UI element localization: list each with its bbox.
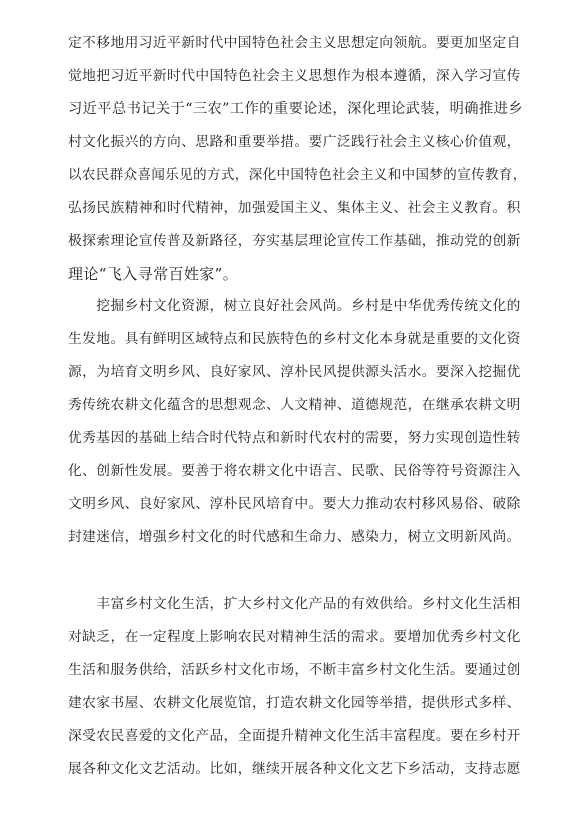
text-line: 习近平总书记关于“三农”工作的重要论述，深化理论武装，明确推进乡: [68, 101, 523, 117]
text-line: 理论“飞入寻常百姓家”。: [68, 265, 239, 283]
text-line: 秀传统农耕文化蕴含的思想观念、人文精神、道德规范，在继承农耕文明: [68, 397, 521, 413]
text-line: 化、创新性发展。要善于将农耕文化中语言、民歌、民俗等符号资源注入: [68, 463, 521, 479]
text-line: 弘扬民族精神和时代精神，加强爱国主义、集体主义、社会主义教育。积: [68, 200, 521, 216]
text-line: 觉地把习近平新时代中国特色社会主义思想作为根本遵循，深入学习宣传: [68, 68, 521, 84]
paragraph-3: [68, 588, 528, 786]
paragraph-2: [68, 290, 528, 554]
text-line: 文明乡风、良好家风、淳朴民风培育中。要大力推动农村移风易俗、破除: [68, 496, 521, 512]
text-line: 挖掘乡村文化资源，树立良好社会风尚。乡村是中华优秀传统文化的: [68, 298, 521, 314]
text-line: 深受农民喜爱的文化产品，全面提升精神文化生活丰富程度。要在乡村开: [68, 728, 521, 744]
text-line: 生活和服务供给，活跃乡村文化市场，不断丰富乡村文化生活。要通过创: [68, 662, 521, 678]
paragraph-1: [68, 27, 528, 291]
text-line: 生发地。具有鲜明区域特点和民族特色的乡村文化本身就是重要的文化资: [68, 331, 521, 347]
text-line: 建农家书屋、农耕文化展览馆，打造农耕文化园等举措，提供形式多样、: [68, 695, 521, 711]
text-line: 优秀基因的基础上结合时代特点和新时代农村的需要，努力实现创造性转: [68, 430, 521, 446]
text-line: 定不移地用习近平新时代中国特色社会主义思想定向领航。要更加坚定自: [68, 35, 521, 51]
text-line: 极探索理论宣传普及新路径，夯实基层理论宣传工作基础，推动党的创新: [68, 233, 521, 249]
text-line: 丰富乡村文化生活，扩大乡村文化产品的有效供给。乡村文化生活相: [68, 596, 521, 612]
text-line: 展各种文化文艺活动。比如，继续开展各种文化文艺下乡活动，支持志愿: [68, 761, 521, 777]
text-line: 对缺乏，在一定程度上影响农民对精神生活的需求。要增加优秀乡村文化: [68, 629, 521, 645]
text-line: 以农民群众喜闻乐见的方式，深化中国特色社会主义和中国梦的宣传教育，: [68, 167, 527, 183]
text-line: 村文化振兴的方向、思路和重要举措。要广泛践行社会主义核心价值观，: [68, 134, 521, 150]
text-line: 封建迷信，增强乡村文化的时代感和生命力、感染力，树立文明新风尚。: [68, 529, 521, 545]
text-line: 源，为培育文明乡风、良好家风、淳朴民风提供源头活水。要深入挖掘优: [68, 364, 521, 380]
